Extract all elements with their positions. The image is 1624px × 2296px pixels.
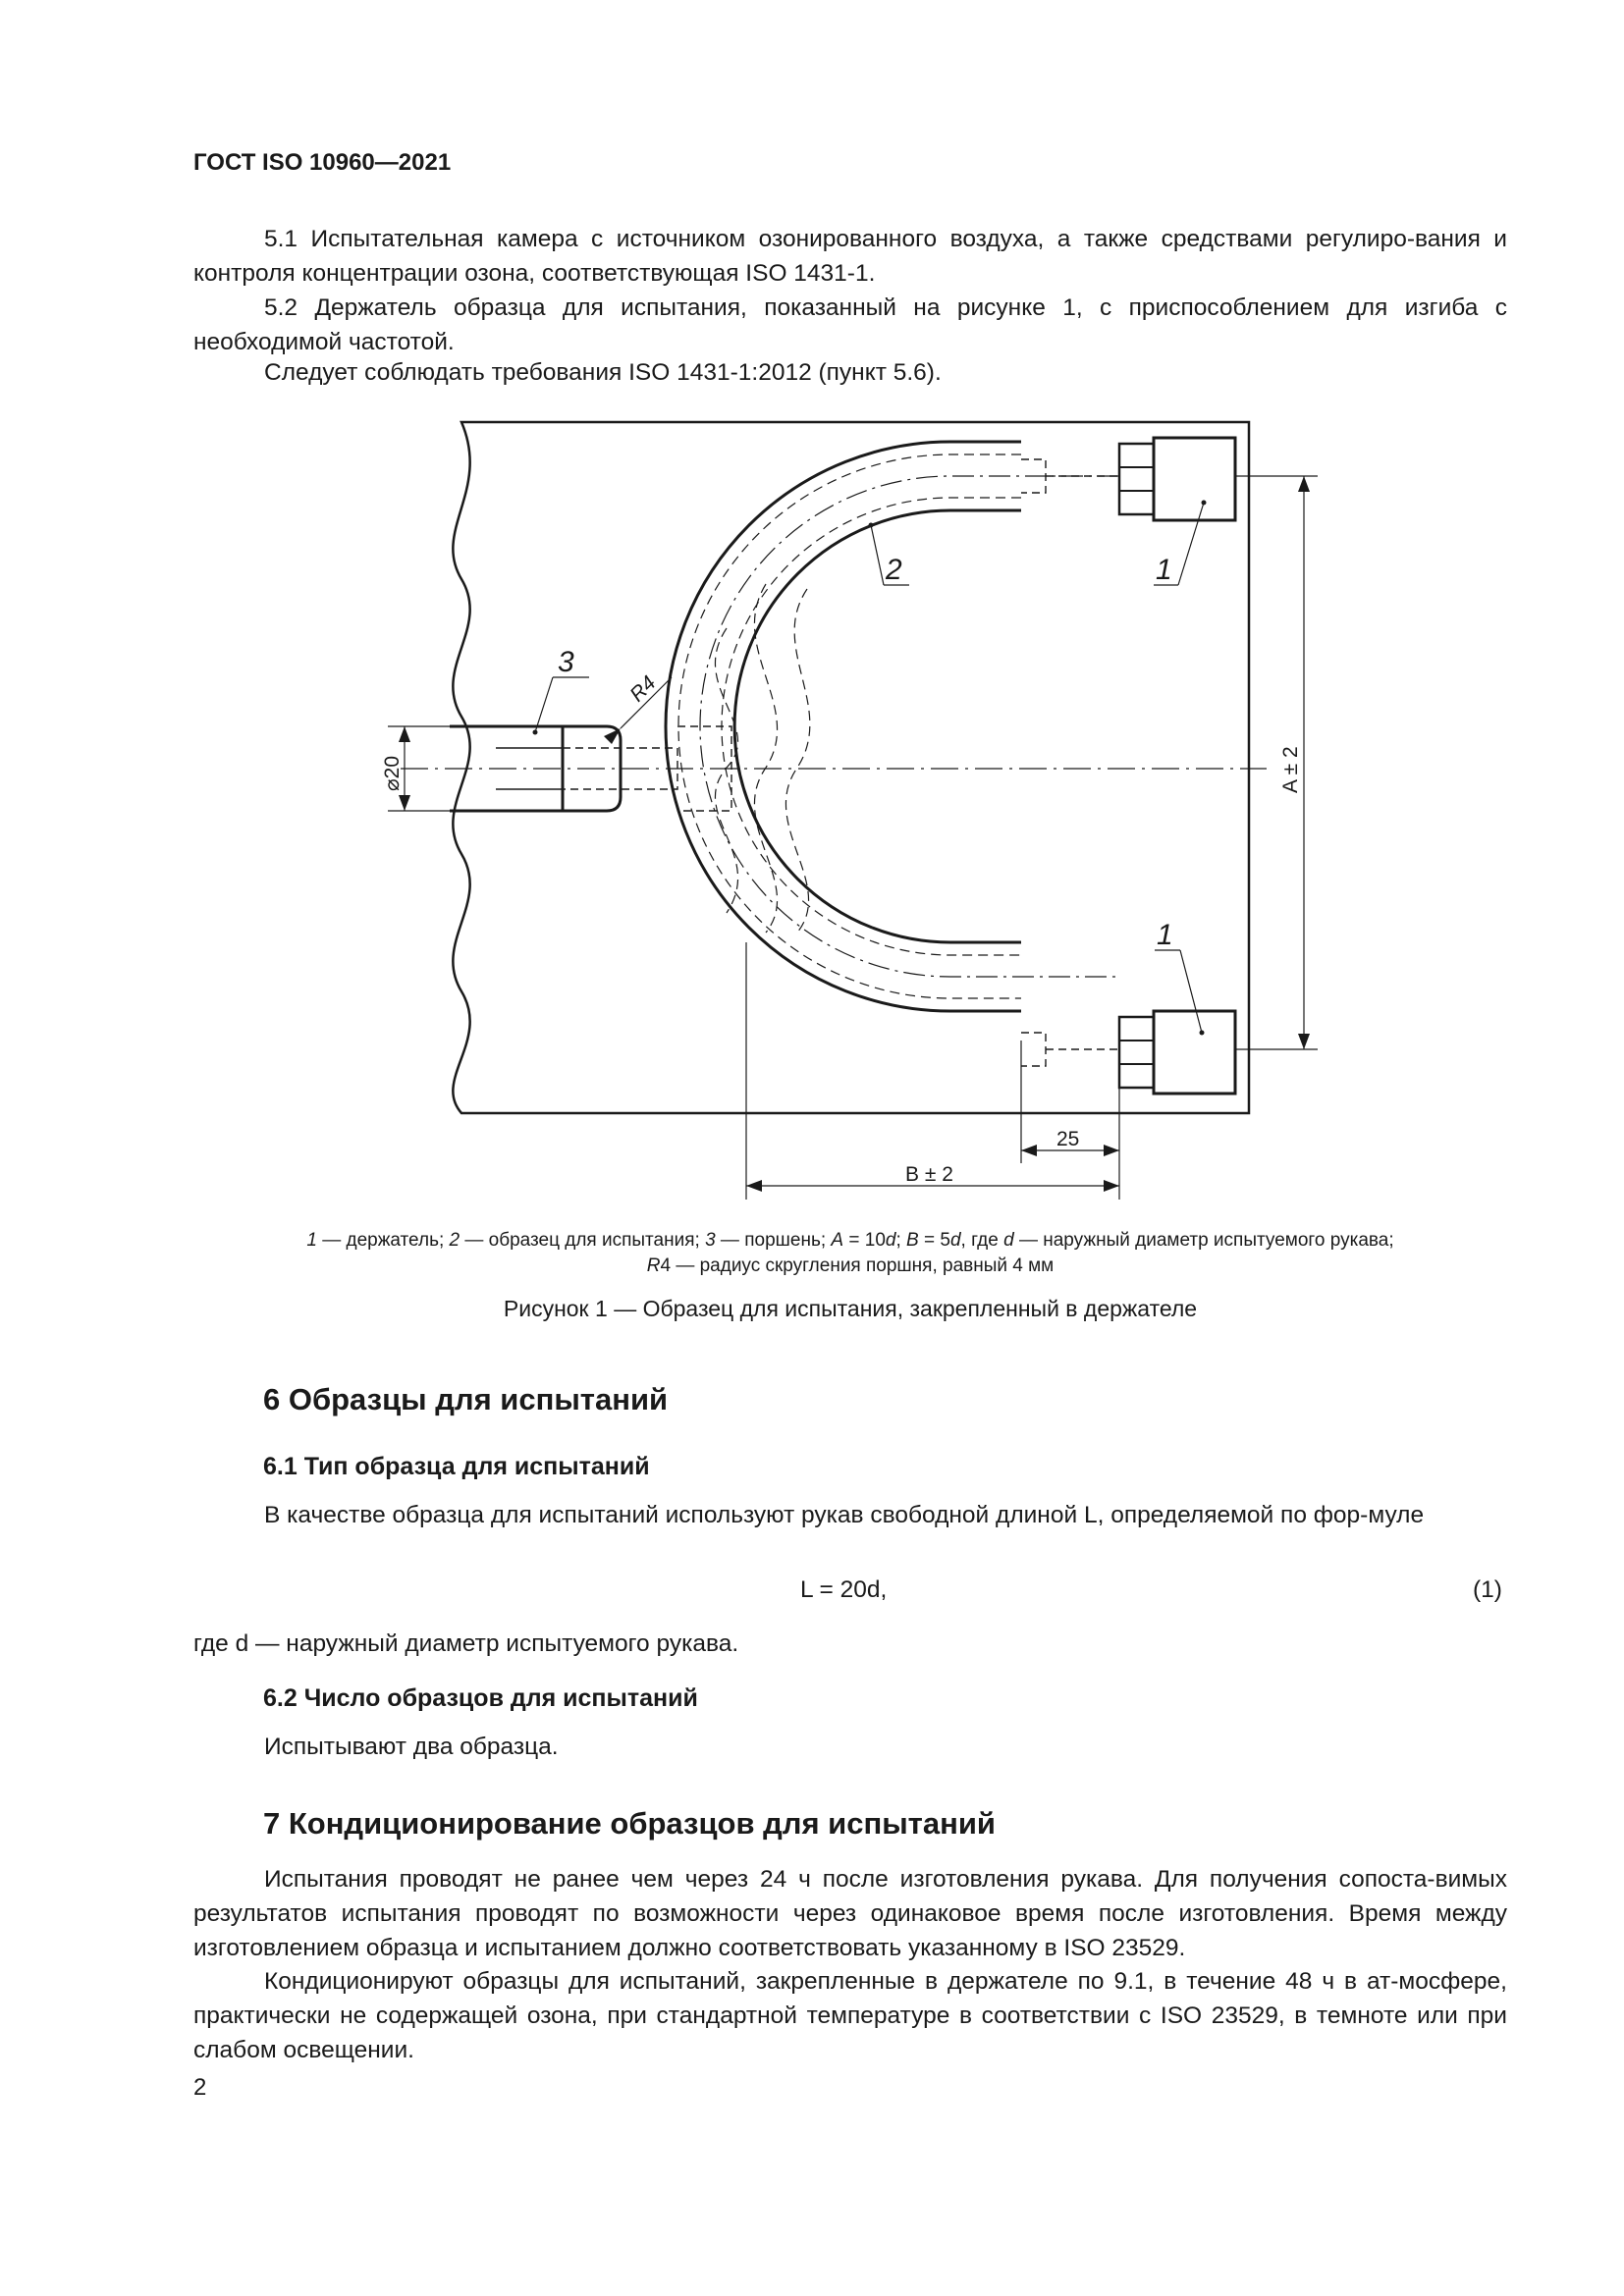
label-item-3: 3 xyxy=(558,646,574,678)
section-6-2-heading: 6.2 Число образцов для испытаний xyxy=(263,1684,698,1712)
section-6-1-heading: 6.1 Тип образца для испытаний xyxy=(263,1453,650,1480)
formula-explanation: где d — наружный диаметр испытуемого рукава. xyxy=(193,1630,739,1657)
label-dimension-a: A ± 2 xyxy=(1279,746,1302,793)
label-item-1-top: 1 xyxy=(1156,554,1172,586)
label-diameter: ⌀20 xyxy=(381,755,404,791)
holder-fitting-top xyxy=(1154,438,1235,520)
page-number: 2 xyxy=(193,2074,207,2101)
paragraph-5-2: 5.2 Держатель образца для испытания, показанный на рисунке 1, с приспособлением для изгиба с необходимой частотой. xyxy=(193,294,1507,355)
label-item-2: 2 xyxy=(886,554,902,586)
label-dimension-25: 25 xyxy=(1056,1128,1080,1150)
figure-title: Рисунок 1 — Образец для испытания, закрепленный в держателе xyxy=(503,1296,1198,1321)
section-7-heading: 7 Кондиционирование образцов для испытаний xyxy=(263,1806,996,1841)
section-7-paragraph-2: Кондиционируют образцы для испытаний, закрепленные в держателе по 9.1, в течение 48 ч в ат-мосфере, практически не содержащей озона, при стандартной температуре в соответствии с ISO 23529, в темноте или при слабом освещении. xyxy=(193,1968,1507,2063)
holder-plate xyxy=(453,422,1249,1113)
section-6-heading: 6 Образцы для испытаний xyxy=(263,1382,669,1416)
figure-legend-line-1: 1 — держатель; 2 — образец для испытания; 3 — поршень; A = 10d; B = 5d, где d — наружный диаметр испытуемого рукава; xyxy=(306,1230,1394,1251)
formula-1-number: (1) xyxy=(1473,1576,1502,1603)
hose-centerline xyxy=(700,476,1119,977)
section-6-1-text: В качестве образца для испытаний используют рукав свободной длиной L, определяемой по фор-муле xyxy=(264,1502,1425,1528)
section-6-2-text: Испытывают два образца. xyxy=(264,1734,559,1760)
label-dimension-b: B ± 2 xyxy=(905,1163,953,1186)
document-header: ГОСТ ISO 10960—2021 xyxy=(193,149,452,176)
label-item-1-bottom: 1 xyxy=(1157,919,1173,951)
section-7-paragraph-1: Испытания проводят не ранее чем через 24 ч после изготовления рукава. Для получения сопоста-вимых результатов испытания проводят по возможности через одинаковое время после изготовления. Время между изготовлением образца и испытанием должно соответствовать указанному в ISO 23529. xyxy=(193,1866,1507,1961)
label-radius: R4 xyxy=(625,671,661,707)
paragraph-5-1: 5.1 Испытательная камера с источником озонированного воздуха, а также средствами регулиро-вания и контроля концентрации озона, соответствующая ISO 1431-1. xyxy=(193,226,1507,287)
paragraph-5-2-note: Следует соблюдать требования ISO 1431-1:2012 (пункт 5.6). xyxy=(264,359,942,386)
holder-fitting-bottom xyxy=(1154,1011,1235,1094)
formula-1: L = 20d, xyxy=(800,1576,888,1603)
figure-legend-line-2: R4 — радиус скругления поршня, равный 4 мм xyxy=(646,1255,1055,1276)
